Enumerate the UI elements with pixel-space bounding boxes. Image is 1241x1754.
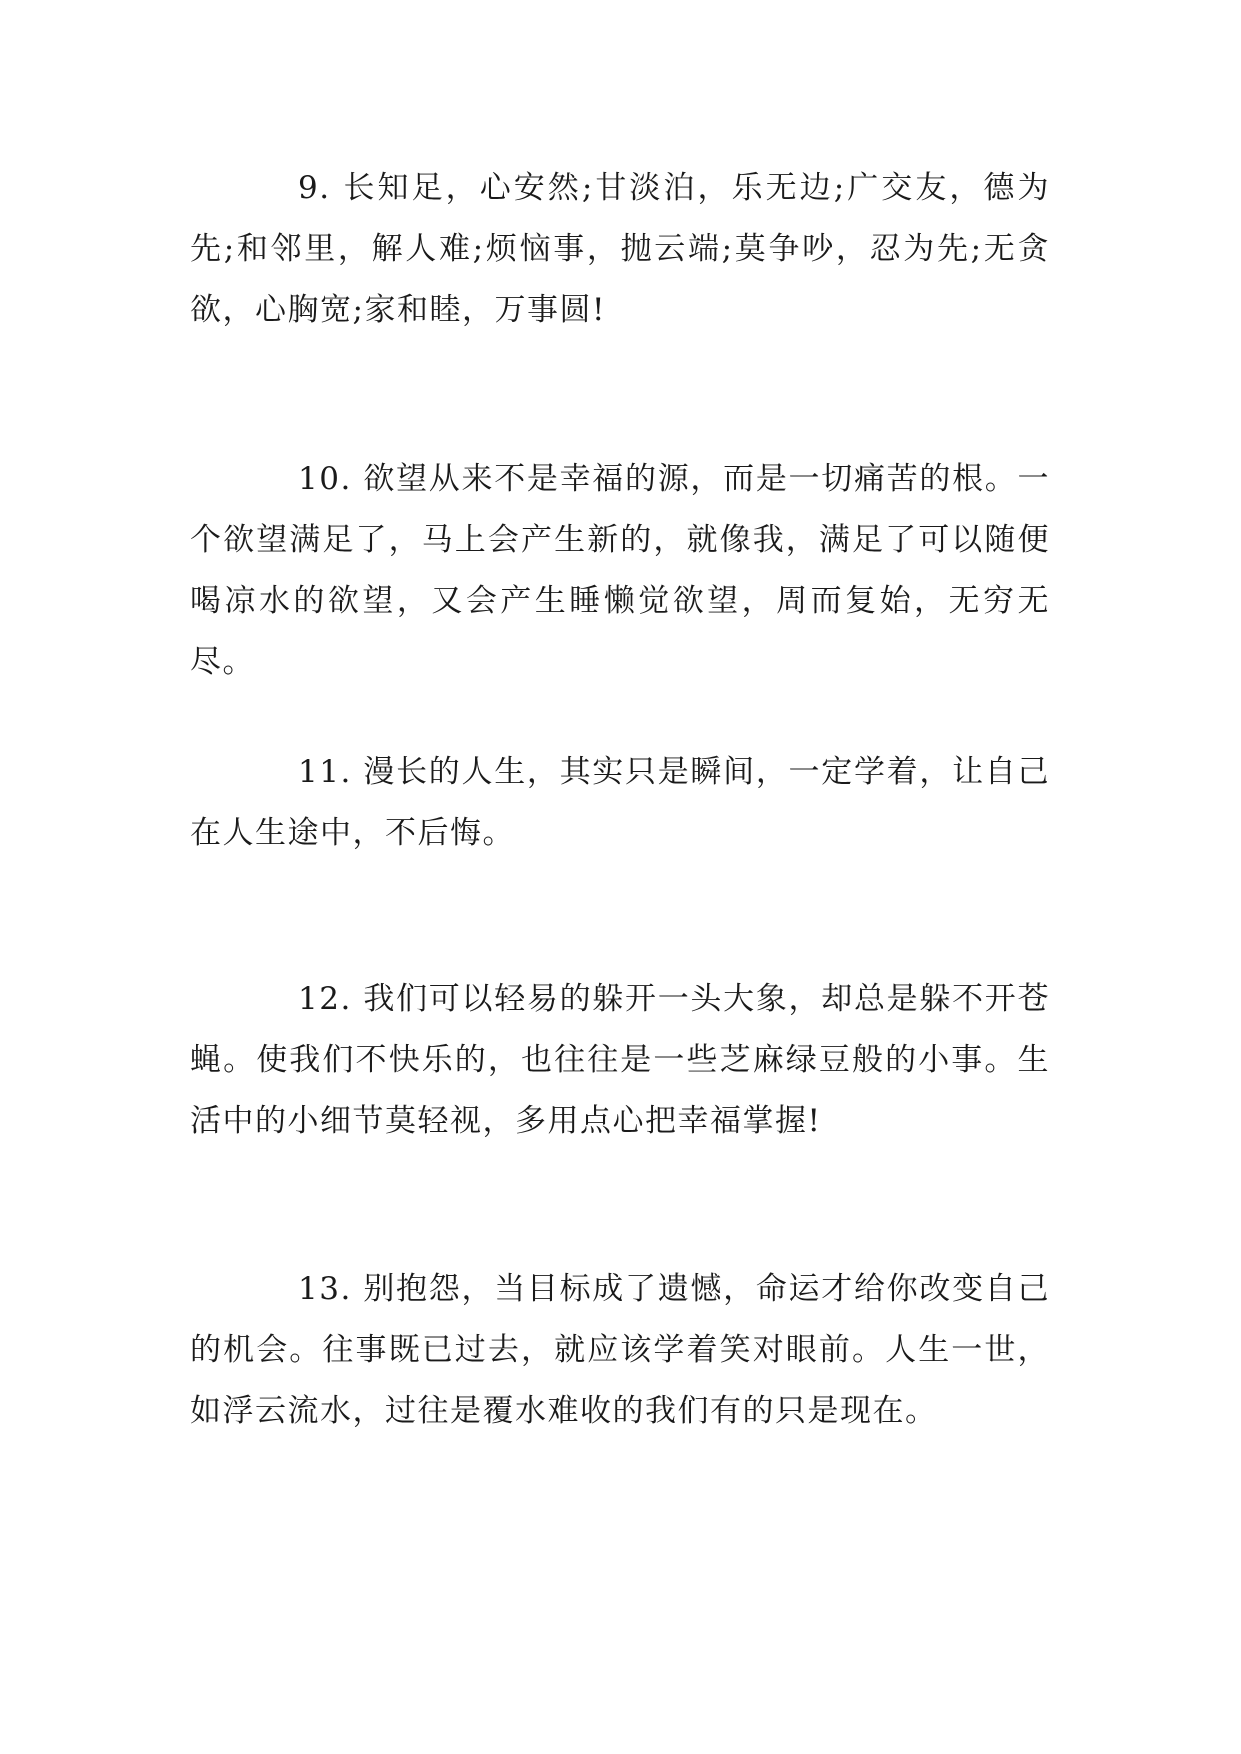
paragraph-12: 12. 我们可以轻易的躲开一头大象，却总是躲不开苍蝇。使我们不快乐的，也往往是一些芝麻绿豆般的小事。生活中的小细节莫轻视，多用点心把幸福掌握! (190, 981, 1050, 1139)
paragraph-13: 13. 别抱怨，当目标成了遗憾，命运才给你改变自己的机会。往事既已过去，就应该学着笑对眼前。人生一世，如浮云流水，过往是覆水难收的我们有的只是现在。 (190, 1271, 1050, 1429)
paragraph-11: 11. 漫长的人生，其实只是瞬间，一定学着，让自己在人生途中，不后悔。 (190, 754, 1050, 851)
paragraph-10: 10. 欲望从来不是幸福的源，而是一切痛苦的根。一个欲望满足了，马上会产生新的，就像我，满足了可以随便喝凉水的欲望，又会产生睡懒觉欲望，周而复始，无穷无尽。 (190, 461, 1050, 680)
paragraph-9: 9. 长知足，心安然;甘淡泊，乐无边;广交友，德为先;和邻里，解人难;烦恼事，抛云端;莫争吵，忍为先;无贪欲，心胸宽;家和睦，万事圆! (190, 170, 1050, 328)
